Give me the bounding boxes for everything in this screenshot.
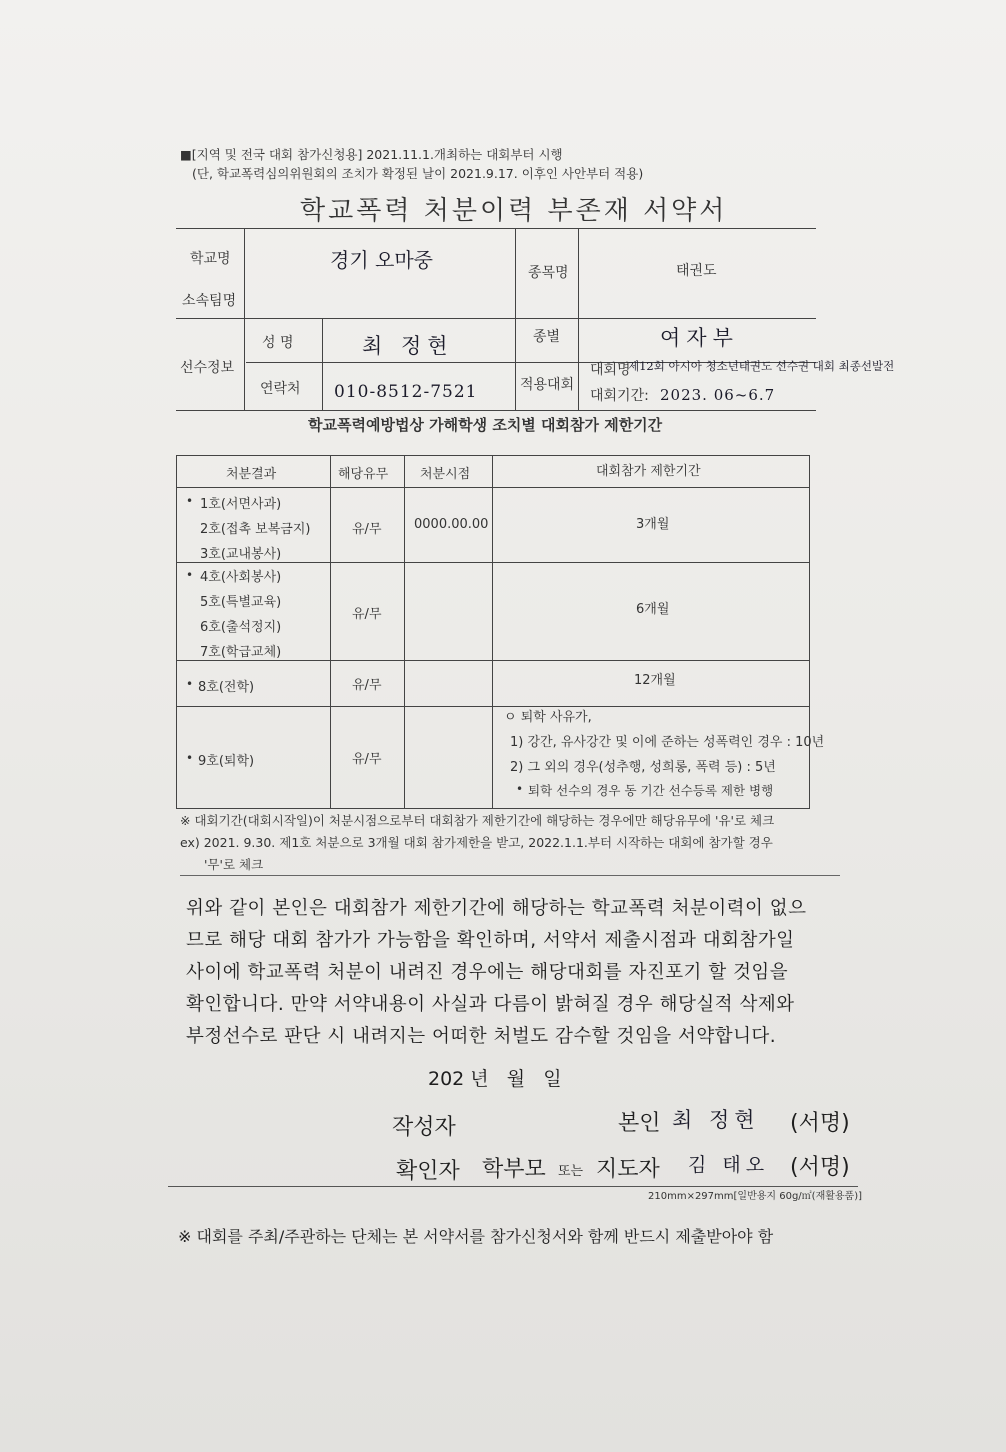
contest-period-value: 2023. 06~6.7	[660, 386, 776, 404]
bullet-icon: •	[186, 494, 194, 508]
bullet-icon: •	[186, 677, 194, 691]
confirmer-sign: (서명)	[790, 1155, 850, 1180]
period-line: 2) 그 외의 경우(성추행, 성희롱, 폭력 등) : 5년	[510, 760, 776, 775]
contact-label: 연락처	[260, 381, 301, 397]
bullet-icon: •	[186, 751, 194, 765]
table-border	[404, 455, 405, 808]
table-border	[176, 228, 816, 229]
contest-period-label: 대회기간:	[590, 388, 649, 404]
table-border	[515, 228, 516, 410]
name-value: 최 정현	[362, 334, 454, 358]
category-label: 종별	[533, 329, 561, 345]
period-value: 12개월	[634, 673, 676, 688]
pledge-date: 202 년 월 일	[428, 1068, 562, 1090]
pledge-line-5: 부정선수로 판단 시 내려지는 어떠한 처벌도 감수할 것임을 서약합니다.	[186, 1026, 777, 1047]
note-2: ex) 2021. 9.30. 제1호 처분으로 3개월 대회 참가제한을 받고, 2022.1.1.부터 시작하는 대회에 참가할 경우	[180, 835, 773, 850]
list-item: 5호(특별교육)	[200, 595, 282, 610]
pledge-line-3: 사이에 학교폭력 처분이 내려진 경우에는 해당대회를 자진포기 할 것임을	[186, 962, 789, 983]
list-item: 8호(전학)	[198, 680, 255, 695]
header-applicable: 해당유무	[338, 467, 389, 482]
school-value: 경기 오마중	[330, 248, 433, 272]
applicable-value: 유/무	[352, 607, 382, 622]
pledge-line-2: 므로 해당 대회 참가가 가능함을 확인하며, 서약서 제출시점과 대회참가일	[186, 930, 795, 951]
table-border	[176, 487, 810, 488]
event-value: 태권도	[676, 263, 717, 279]
document-title: 학교폭력 처분이력 부존재 서약서	[300, 196, 728, 226]
confirmer-name: 김 태오	[688, 1154, 770, 1176]
applied-contest-label: 적용대회	[520, 377, 575, 393]
player-info-label: 선수정보	[180, 360, 235, 376]
name-label: 성 명	[262, 335, 294, 351]
table-border	[176, 455, 810, 456]
table-border	[176, 410, 816, 411]
note-3: '무'로 체크	[204, 857, 264, 872]
list-item: 4호(사회봉사)	[200, 570, 282, 585]
period-value: 3개월	[636, 517, 670, 532]
writer-name: 최 정현	[672, 1108, 760, 1132]
category-value: 여자부	[660, 326, 739, 350]
confirmer-role2: 지도자	[596, 1157, 660, 1182]
writer-sign: (서명)	[790, 1111, 850, 1136]
list-item: 7호(학급교체)	[200, 645, 282, 660]
table-border	[809, 455, 810, 808]
note-1: ※ 대회기간(대회시작일)이 처분시점으로부터 대회참가 제한기간에 해당하는 경우에만 해당유무에 '유'로 체크	[180, 813, 775, 828]
paper-spec: 210mm×297mm[일반용지 60g/㎡(재활용품)]	[648, 1191, 863, 1202]
period-line: 1) 강간, 유사강간 및 이에 준하는 성폭력인 경우 : 10년	[510, 735, 825, 750]
header-disposition: 처분결과	[226, 467, 277, 482]
writer-role: 본인	[618, 1111, 661, 1136]
table-border	[330, 455, 331, 808]
section-title: 학교폭력예방법상 가해학생 조치별 대회참가 제한기간	[308, 416, 663, 434]
contest-name-label: 대회명	[590, 362, 631, 378]
applicable-value: 유/무	[352, 522, 382, 537]
table-border	[176, 562, 810, 563]
table-border	[176, 455, 177, 808]
writer-label: 작성자	[392, 1115, 456, 1140]
list-item: 6호(출석정지)	[200, 620, 282, 635]
confirmer-role: 학부모	[482, 1157, 546, 1182]
table-border	[176, 808, 810, 809]
header-date: 처분시점	[420, 467, 471, 482]
list-item: 9호(퇴학)	[198, 754, 255, 769]
applicable-value: 유/무	[352, 678, 382, 693]
period-line: ㅇ 퇴학 사유가,	[504, 710, 592, 725]
period-value: 6개월	[636, 602, 670, 617]
table-border	[244, 228, 245, 410]
contest-name-value: 제12회 아시아 청소년태권도 선수권 대회 최종선발전	[628, 359, 895, 373]
table-border	[176, 660, 810, 661]
table-border	[322, 318, 323, 410]
list-item: 1호(서면사과)	[200, 497, 282, 512]
table-border	[176, 318, 816, 319]
list-item: 3호(교내봉사)	[200, 547, 282, 562]
divider	[180, 875, 840, 876]
applicable-value: 유/무	[352, 752, 382, 767]
bullet-icon: •	[186, 568, 194, 582]
event-label: 종목명	[528, 265, 569, 281]
table-border	[176, 706, 810, 707]
date-value: 0000.00.00	[414, 517, 489, 532]
confirmer-label: 확인자	[396, 1159, 460, 1184]
bullet-icon: •	[516, 782, 524, 796]
table-border	[578, 228, 579, 410]
header-period: 대회참가 제한기간	[596, 464, 701, 479]
pledge-line-1: 위와 같이 본인은 대회참가 제한기간에 해당하는 학교폭력 처분이력이 없으	[186, 898, 807, 919]
list-item: 2호(접촉 보복금지)	[200, 522, 311, 537]
contact-value: 010-8512-7521	[334, 382, 478, 402]
team-label: 소속팀명	[182, 293, 237, 309]
notice-line-2: (단, 학교폭력심의위원회의 조치가 확정된 날이 2021.9.17. 이후인 사안부터 적용)	[192, 166, 644, 181]
pledge-line-4: 확인합니다. 만약 서약내용이 사실과 다름이 밝혀질 경우 해당실적 삭제와	[186, 994, 795, 1015]
table-border	[492, 455, 493, 808]
footer-note: ※ 대회를 주최/주관하는 단체는 본 서약서를 참가신청서와 함께 반드시 제출받아야 함	[178, 1227, 774, 1246]
or-text: 또는	[558, 1164, 584, 1179]
notice-line-1: ■[지역 및 전국 대회 참가신청용] 2021.11.1.개최하는 대회부터 시행	[180, 147, 563, 162]
school-label: 학교명	[190, 251, 231, 267]
period-line: 퇴학 선수의 경우 동 기간 선수등록 제한 병행	[528, 783, 774, 798]
